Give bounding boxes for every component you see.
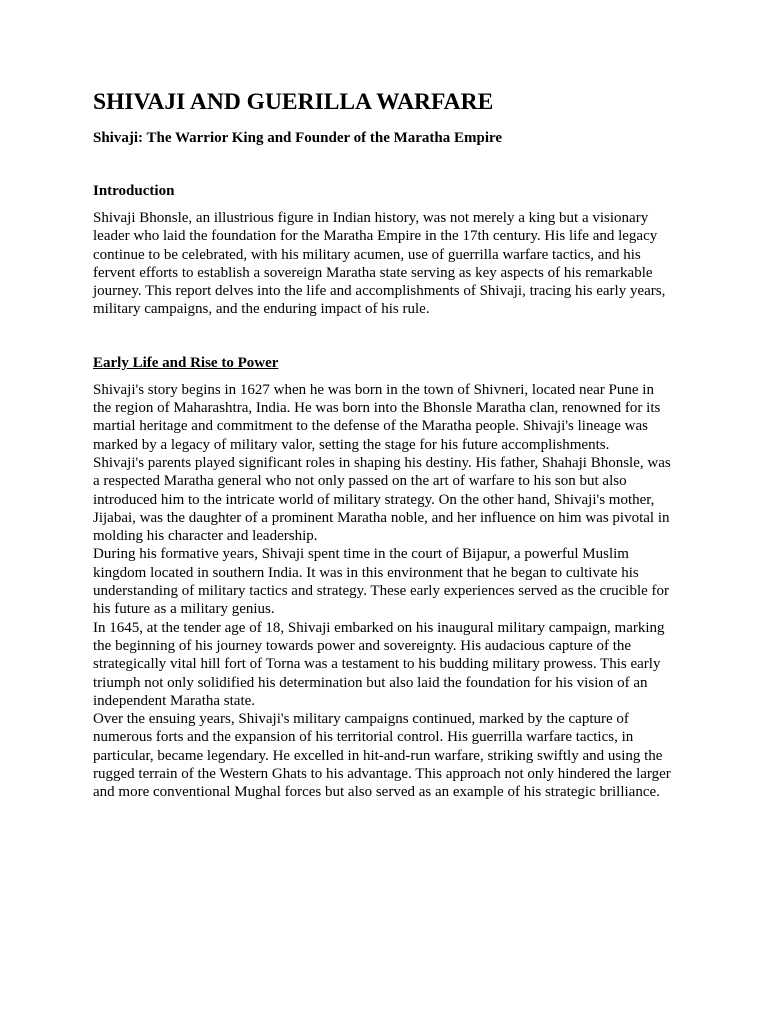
document-subtitle: Shivaji: The Warrior King and Founder of the Maratha Empire — [93, 130, 503, 146]
introduction-heading: Introduction — [93, 183, 175, 199]
early-life-paragraph-2: Shivaji's parents played significant roles in shaping his destiny. His father, Shahaji Bhonsle, was a respected Maratha general who not only passed on the art of warfare to his son but also introduced him to the intricate world of military strategy. On the other hand, Shivaji's mother, Jijabai, was the daughter of a prominent Maratha noble, and her influence on him was pivotal in molding his character and leadership. — [93, 454, 671, 545]
introduction-paragraph: Shivaji Bhonsle, an illustrious figure in Indian history, was not merely a king but a visionary leader who laid the foundation for the Maratha Empire in the 17th century. His life and legacy continue to be celebrated, with his military acumen, use of guerrilla warfare tactics, and his fervent efforts to establish a sovereign Maratha state serving as key aspects of his remarkable journey. This report delves into the life and accomplishments of Shivaji, tracing his early years, military campaigns, and the enduring impact of his rule. — [93, 210, 666, 318]
early-life-paragraph-5: Over the ensuing years, Shivaji's military campaigns continued, marked by the capture of numerous forts and the expansion of his territorial control. His guerrilla warfare tactics, in particular, became legendary. He excelled in hit-and-run warfare, striking swiftly and using the rugged terrain of the Western Ghats to his advantage. This approach not only hindered the larger and more conventional Mughal forces but also served as an example of his strategic brilliance. — [93, 711, 671, 801]
early-life-paragraph-4: In 1645, at the tender age of 18, Shivaji embarked on his inaugural military campaign, marking the beginning of his journey towards power and sovereignty. His audacious capture of the strategically vital hill fort of Torna was a testament to his budding military prowess. This early triumph not only solidified his determination but also laid the foundation for his vision of an independent Maratha state. — [93, 619, 665, 709]
early-life-section — [93, 354, 676, 802]
early-life-paragraph-1: Shivaji's story begins in 1627 when he was born in the town of Shivneri, located near Pune in the region of Maharashtra, India. He was born into the Bhonsle Maratha clan, renowned for its martial heritage and commitment to the defense of the Maratha people. Shivaji's lineage was marked by a legacy of military valor, setting the stage for his future accomplishments. — [93, 381, 661, 453]
early-life-heading: Early Life and Rise to Power — [93, 354, 279, 371]
introduction-section — [93, 182, 676, 319]
document-title: SHIVAJI AND GUERILLA WARFARE — [93, 89, 494, 115]
early-life-paragraph-3: During his formative years, Shivaji spent time in the court of Bijapur, a powerful Muslim kingdom located in southern India. It was in this environment that he began to cultivate his understanding of military tactics and strategy. These early experiences served as the crucible for his future as a military genius. — [93, 546, 670, 618]
